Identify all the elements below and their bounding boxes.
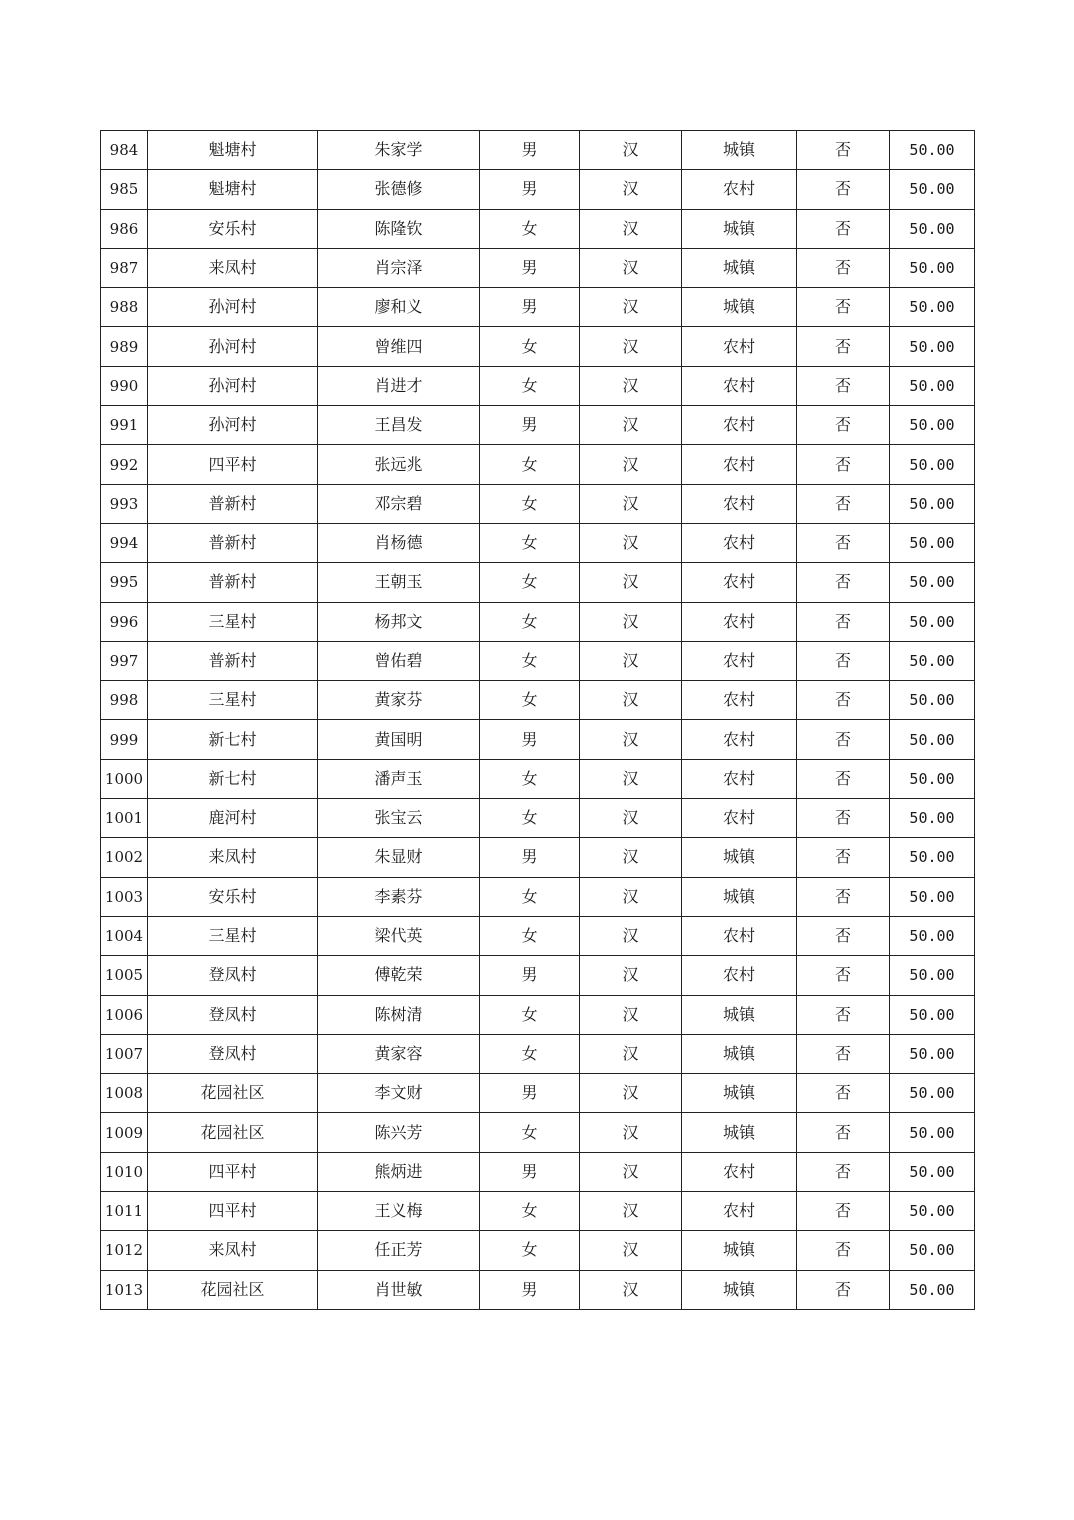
ethnicity-cell: 汉: [580, 131, 682, 170]
row-number-cell: 990: [101, 366, 148, 405]
name-cell: 王义梅: [318, 1192, 480, 1231]
row-number-cell: 1005: [101, 956, 148, 995]
row-number-cell: 994: [101, 523, 148, 562]
amount-cell: 50.00: [890, 877, 975, 916]
ethnicity-cell: 汉: [580, 916, 682, 955]
table-row: [101, 1074, 975, 1113]
flag-cell: 否: [797, 799, 890, 838]
name-cell: 黄家芬: [318, 681, 480, 720]
flag-cell: 否: [797, 877, 890, 916]
row-number-cell: 1002: [101, 838, 148, 877]
village-cell: 普新村: [148, 641, 318, 680]
village-cell: 来凤村: [148, 248, 318, 287]
row-number-cell: 992: [101, 445, 148, 484]
residence-cell: 城镇: [682, 1113, 797, 1152]
village-cell: 花园社区: [148, 1270, 318, 1309]
village-cell: 登凤村: [148, 1034, 318, 1073]
ethnicity-cell: 汉: [580, 1034, 682, 1073]
village-cell: 新七村: [148, 720, 318, 759]
village-cell: 四平村: [148, 1152, 318, 1191]
name-cell: 杨邦文: [318, 602, 480, 641]
name-cell: 邓宗碧: [318, 484, 480, 523]
village-cell: 三星村: [148, 916, 318, 955]
amount-cell: 50.00: [890, 956, 975, 995]
row-number-cell: 1010: [101, 1152, 148, 1191]
name-cell: 陈兴芳: [318, 1113, 480, 1152]
table-row: [101, 602, 975, 641]
ethnicity-cell: 汉: [580, 759, 682, 798]
village-cell: 孙河村: [148, 288, 318, 327]
name-cell: 熊炳进: [318, 1152, 480, 1191]
gender-cell: 男: [480, 838, 580, 877]
residence-cell: 城镇: [682, 995, 797, 1034]
ethnicity-cell: 汉: [580, 877, 682, 916]
flag-cell: 否: [797, 484, 890, 523]
flag-cell: 否: [797, 209, 890, 248]
flag-cell: 否: [797, 720, 890, 759]
name-cell: 梁代英: [318, 916, 480, 955]
residence-cell: 农村: [682, 641, 797, 680]
ethnicity-cell: 汉: [580, 523, 682, 562]
gender-cell: 男: [480, 1270, 580, 1309]
ethnicity-cell: 汉: [580, 445, 682, 484]
residence-cell: 城镇: [682, 877, 797, 916]
village-cell: 三星村: [148, 602, 318, 641]
gender-cell: 女: [480, 1113, 580, 1152]
gender-cell: 男: [480, 956, 580, 995]
table-row: [101, 759, 975, 798]
flag-cell: 否: [797, 327, 890, 366]
residence-cell: 农村: [682, 1192, 797, 1231]
gender-cell: 女: [480, 995, 580, 1034]
name-cell: 曾维四: [318, 327, 480, 366]
gender-cell: 男: [480, 248, 580, 287]
residence-cell: 农村: [682, 484, 797, 523]
row-number-cell: 1007: [101, 1034, 148, 1073]
village-cell: 三星村: [148, 681, 318, 720]
gender-cell: 女: [480, 563, 580, 602]
flag-cell: 否: [797, 995, 890, 1034]
row-number-cell: 985: [101, 170, 148, 209]
amount-cell: 50.00: [890, 641, 975, 680]
ethnicity-cell: 汉: [580, 1192, 682, 1231]
table-row: [101, 799, 975, 838]
gender-cell: 女: [480, 681, 580, 720]
name-cell: 曾佑碧: [318, 641, 480, 680]
roster-table: [100, 130, 975, 1310]
table-row: [101, 720, 975, 759]
amount-cell: 50.00: [890, 131, 975, 170]
amount-cell: 50.00: [890, 1270, 975, 1309]
name-cell: 肖世敏: [318, 1270, 480, 1309]
table-row: [101, 641, 975, 680]
amount-cell: 50.00: [890, 1231, 975, 1270]
residence-cell: 城镇: [682, 248, 797, 287]
table-row: [101, 563, 975, 602]
gender-cell: 男: [480, 170, 580, 209]
amount-cell: 50.00: [890, 720, 975, 759]
row-number-cell: 1001: [101, 799, 148, 838]
gender-cell: 女: [480, 1192, 580, 1231]
amount-cell: 50.00: [890, 366, 975, 405]
ethnicity-cell: 汉: [580, 995, 682, 1034]
flag-cell: 否: [797, 602, 890, 641]
ethnicity-cell: 汉: [580, 1113, 682, 1152]
row-number-cell: 986: [101, 209, 148, 248]
amount-cell: 50.00: [890, 1152, 975, 1191]
residence-cell: 城镇: [682, 131, 797, 170]
table-row: [101, 838, 975, 877]
gender-cell: 女: [480, 641, 580, 680]
village-cell: 魁塘村: [148, 170, 318, 209]
village-cell: 登凤村: [148, 995, 318, 1034]
name-cell: 王昌发: [318, 406, 480, 445]
name-cell: 陈树清: [318, 995, 480, 1034]
residence-cell: 农村: [682, 563, 797, 602]
flag-cell: 否: [797, 248, 890, 287]
gender-cell: 女: [480, 916, 580, 955]
flag-cell: 否: [797, 838, 890, 877]
amount-cell: 50.00: [890, 248, 975, 287]
table-row: [101, 170, 975, 209]
table-row: [101, 445, 975, 484]
row-number-cell: 1000: [101, 759, 148, 798]
row-number-cell: 995: [101, 563, 148, 602]
table-row: [101, 956, 975, 995]
village-cell: 鹿河村: [148, 799, 318, 838]
flag-cell: 否: [797, 1152, 890, 1191]
village-cell: 来凤村: [148, 1231, 318, 1270]
residence-cell: 城镇: [682, 1231, 797, 1270]
amount-cell: 50.00: [890, 288, 975, 327]
name-cell: 任正芳: [318, 1231, 480, 1270]
amount-cell: 50.00: [890, 1074, 975, 1113]
village-cell: 孙河村: [148, 406, 318, 445]
amount-cell: 50.00: [890, 523, 975, 562]
village-cell: 孙河村: [148, 366, 318, 405]
flag-cell: 否: [797, 1192, 890, 1231]
amount-cell: 50.00: [890, 445, 975, 484]
row-number-cell: 1012: [101, 1231, 148, 1270]
village-cell: 四平村: [148, 1192, 318, 1231]
gender-cell: 男: [480, 288, 580, 327]
residence-cell: 农村: [682, 170, 797, 209]
ethnicity-cell: 汉: [580, 288, 682, 327]
amount-cell: 50.00: [890, 602, 975, 641]
residence-cell: 农村: [682, 1152, 797, 1191]
gender-cell: 女: [480, 1231, 580, 1270]
table-row: [101, 681, 975, 720]
amount-cell: 50.00: [890, 759, 975, 798]
name-cell: 张德修: [318, 170, 480, 209]
ethnicity-cell: 汉: [580, 484, 682, 523]
village-cell: 魁塘村: [148, 131, 318, 170]
ethnicity-cell: 汉: [580, 1074, 682, 1113]
ethnicity-cell: 汉: [580, 327, 682, 366]
village-cell: 安乐村: [148, 209, 318, 248]
gender-cell: 女: [480, 1034, 580, 1073]
flag-cell: 否: [797, 406, 890, 445]
flag-cell: 否: [797, 641, 890, 680]
village-cell: 来凤村: [148, 838, 318, 877]
village-cell: 新七村: [148, 759, 318, 798]
gender-cell: 女: [480, 484, 580, 523]
village-cell: 孙河村: [148, 327, 318, 366]
flag-cell: 否: [797, 681, 890, 720]
table-row: [101, 1231, 975, 1270]
table-row: [101, 916, 975, 955]
residence-cell: 农村: [682, 523, 797, 562]
amount-cell: 50.00: [890, 799, 975, 838]
gender-cell: 女: [480, 327, 580, 366]
flag-cell: 否: [797, 170, 890, 209]
amount-cell: 50.00: [890, 681, 975, 720]
ethnicity-cell: 汉: [580, 1231, 682, 1270]
name-cell: 肖杨德: [318, 523, 480, 562]
residence-cell: 城镇: [682, 1074, 797, 1113]
residence-cell: 农村: [682, 799, 797, 838]
name-cell: 张宝云: [318, 799, 480, 838]
village-cell: 四平村: [148, 445, 318, 484]
flag-cell: 否: [797, 1270, 890, 1309]
table-row: [101, 131, 975, 170]
flag-cell: 否: [797, 1113, 890, 1152]
amount-cell: 50.00: [890, 484, 975, 523]
village-cell: 花园社区: [148, 1113, 318, 1152]
roster-table-body: [101, 131, 975, 1310]
flag-cell: 否: [797, 1231, 890, 1270]
ethnicity-cell: 汉: [580, 956, 682, 995]
amount-cell: 50.00: [890, 563, 975, 602]
ethnicity-cell: 汉: [580, 248, 682, 287]
ethnicity-cell: 汉: [580, 720, 682, 759]
table-row: [101, 288, 975, 327]
residence-cell: 农村: [682, 406, 797, 445]
ethnicity-cell: 汉: [580, 681, 682, 720]
name-cell: 廖和义: [318, 288, 480, 327]
name-cell: 陈隆钦: [318, 209, 480, 248]
name-cell: 傅乾荣: [318, 956, 480, 995]
village-cell: 普新村: [148, 523, 318, 562]
table-row: [101, 877, 975, 916]
residence-cell: 农村: [682, 602, 797, 641]
gender-cell: 男: [480, 1074, 580, 1113]
row-number-cell: 1004: [101, 916, 148, 955]
name-cell: 黄家容: [318, 1034, 480, 1073]
ethnicity-cell: 汉: [580, 563, 682, 602]
ethnicity-cell: 汉: [580, 170, 682, 209]
village-cell: 登凤村: [148, 956, 318, 995]
village-cell: 花园社区: [148, 1074, 318, 1113]
residence-cell: 农村: [682, 366, 797, 405]
row-number-cell: 993: [101, 484, 148, 523]
gender-cell: 男: [480, 131, 580, 170]
flag-cell: 否: [797, 759, 890, 798]
residence-cell: 农村: [682, 327, 797, 366]
flag-cell: 否: [797, 523, 890, 562]
residence-cell: 城镇: [682, 288, 797, 327]
residence-cell: 农村: [682, 759, 797, 798]
row-number-cell: 984: [101, 131, 148, 170]
table-row: [101, 1034, 975, 1073]
ethnicity-cell: 汉: [580, 1270, 682, 1309]
amount-cell: 50.00: [890, 327, 975, 366]
gender-cell: 女: [480, 366, 580, 405]
ethnicity-cell: 汉: [580, 602, 682, 641]
table-row: [101, 366, 975, 405]
row-number-cell: 1013: [101, 1270, 148, 1309]
gender-cell: 女: [480, 445, 580, 484]
ethnicity-cell: 汉: [580, 799, 682, 838]
flag-cell: 否: [797, 131, 890, 170]
row-number-cell: 997: [101, 641, 148, 680]
table-row: [101, 484, 975, 523]
amount-cell: 50.00: [890, 170, 975, 209]
ethnicity-cell: 汉: [580, 641, 682, 680]
table-row: [101, 406, 975, 445]
amount-cell: 50.00: [890, 406, 975, 445]
name-cell: 朱显财: [318, 838, 480, 877]
gender-cell: 女: [480, 799, 580, 838]
row-number-cell: 998: [101, 681, 148, 720]
table-row: [101, 1192, 975, 1231]
residence-cell: 农村: [682, 681, 797, 720]
table-row: [101, 1152, 975, 1191]
flag-cell: 否: [797, 916, 890, 955]
gender-cell: 女: [480, 209, 580, 248]
row-number-cell: 989: [101, 327, 148, 366]
residence-cell: 城镇: [682, 838, 797, 877]
ethnicity-cell: 汉: [580, 406, 682, 445]
gender-cell: 女: [480, 877, 580, 916]
table-row: [101, 248, 975, 287]
ethnicity-cell: 汉: [580, 209, 682, 248]
amount-cell: 50.00: [890, 916, 975, 955]
ethnicity-cell: 汉: [580, 1152, 682, 1191]
table-row: [101, 327, 975, 366]
name-cell: 肖进才: [318, 366, 480, 405]
row-number-cell: 1006: [101, 995, 148, 1034]
flag-cell: 否: [797, 288, 890, 327]
residence-cell: 农村: [682, 956, 797, 995]
amount-cell: 50.00: [890, 1034, 975, 1073]
gender-cell: 女: [480, 602, 580, 641]
amount-cell: 50.00: [890, 1113, 975, 1152]
flag-cell: 否: [797, 366, 890, 405]
row-number-cell: 1003: [101, 877, 148, 916]
row-number-cell: 987: [101, 248, 148, 287]
residence-cell: 城镇: [682, 1034, 797, 1073]
gender-cell: 男: [480, 406, 580, 445]
residence-cell: 农村: [682, 720, 797, 759]
name-cell: 张远兆: [318, 445, 480, 484]
ethnicity-cell: 汉: [580, 366, 682, 405]
name-cell: 潘声玉: [318, 759, 480, 798]
residence-cell: 农村: [682, 916, 797, 955]
name-cell: 李素芬: [318, 877, 480, 916]
gender-cell: 女: [480, 523, 580, 562]
amount-cell: 50.00: [890, 838, 975, 877]
gender-cell: 男: [480, 720, 580, 759]
amount-cell: 50.00: [890, 209, 975, 248]
table-row: [101, 523, 975, 562]
row-number-cell: 988: [101, 288, 148, 327]
village-cell: 普新村: [148, 563, 318, 602]
amount-cell: 50.00: [890, 995, 975, 1034]
flag-cell: 否: [797, 445, 890, 484]
name-cell: 朱家学: [318, 131, 480, 170]
name-cell: 王朝玉: [318, 563, 480, 602]
name-cell: 李文财: [318, 1074, 480, 1113]
table-row: [101, 209, 975, 248]
amount-cell: 50.00: [890, 1192, 975, 1231]
village-cell: 安乐村: [148, 877, 318, 916]
table-row: [101, 1270, 975, 1309]
row-number-cell: 1011: [101, 1192, 148, 1231]
gender-cell: 男: [480, 1152, 580, 1191]
row-number-cell: 996: [101, 602, 148, 641]
name-cell: 黄国明: [318, 720, 480, 759]
row-number-cell: 1009: [101, 1113, 148, 1152]
row-number-cell: 1008: [101, 1074, 148, 1113]
flag-cell: 否: [797, 563, 890, 602]
residence-cell: 城镇: [682, 1270, 797, 1309]
table-row: [101, 995, 975, 1034]
flag-cell: 否: [797, 956, 890, 995]
village-cell: 普新村: [148, 484, 318, 523]
row-number-cell: 999: [101, 720, 148, 759]
table-row: [101, 1113, 975, 1152]
residence-cell: 农村: [682, 445, 797, 484]
flag-cell: 否: [797, 1034, 890, 1073]
gender-cell: 女: [480, 759, 580, 798]
row-number-cell: 991: [101, 406, 148, 445]
name-cell: 肖宗泽: [318, 248, 480, 287]
ethnicity-cell: 汉: [580, 838, 682, 877]
flag-cell: 否: [797, 1074, 890, 1113]
residence-cell: 城镇: [682, 209, 797, 248]
